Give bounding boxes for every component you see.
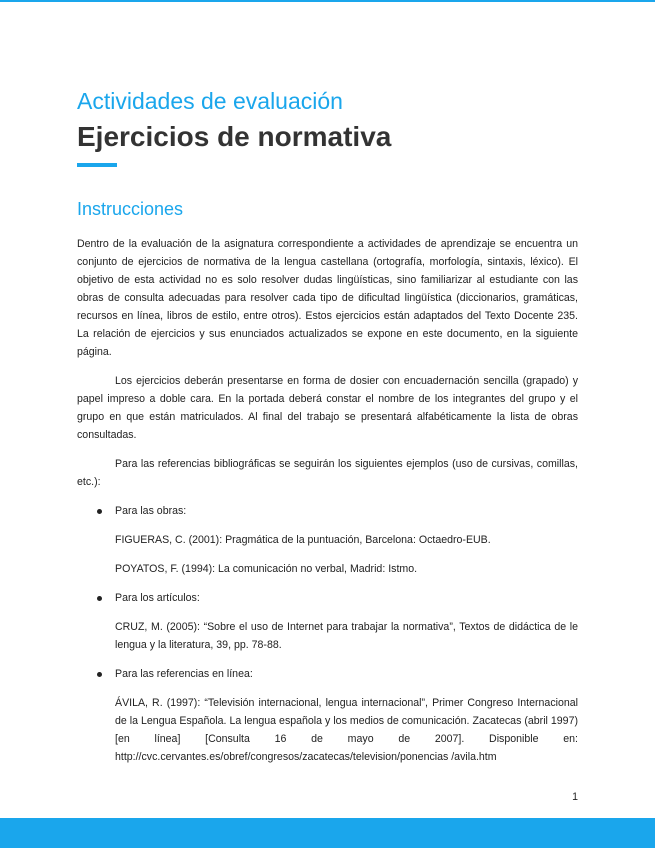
paragraph-format: Los ejercicios deberán presentarse en forma de dosier con encuadernación sencilla (grapado) y papel impreso a doble cara. En la portada deberá constar el nombre de los integrantes del grupo y el grupo en que están matriculados. Al final del trabajo se presentará alfabéticamente la lista de obras consultadas. [77,375,578,441]
document-title: Ejercicios de normativa [77,121,392,152]
page-number: 1 [572,791,578,803]
document-subtitle: Actividades de evaluación [77,88,343,114]
reference-list-articulos [77,589,578,607]
reference-list-en-linea [77,665,578,683]
list-item-articulos: Para los artículos: [77,589,578,607]
document-body [77,235,578,766]
paragraph-intro: Dentro de la evaluación de la asignatura correspondiente a actividades de aprendizaje se encuentra un conjunto de ejercicios de normativa de la lengua castellana (ortografía, morfología, sintaxis, léxico). El objetivo de esta actividad no es solo resolver dudas lingüísticas, sino familiarizar al estudiante con las obras de consulta adecuadas para resolver cada tipo de dificultad lingüística (diccionarios, gramáticas, recursos en línea, libros de estilo, entre otros). Estos ejercicios están adaptados del Texto Docente 235. La relación de ejercicios y sus enunciados actualizados se expone en este documento, en la siguiente página. [77,238,578,358]
title-underline [77,163,117,167]
section-heading-instrucciones: Instrucciones [77,199,184,219]
reference-entry: ÁVILA, R. (1997): “Televisión internacional, lengua internacional”, Primer Congreso Internacional de la Lengua Española. La lengua española y los medios de comunicación. Zacatecas (abril 1997) [en línea] [Consulta 16 de mayo de 2007]. Disponible en: http://cvc.cervantes.es/obref/congresos/zacatecas/television/ponencias /avila.htm [115,697,578,763]
reference-entry: CRUZ, M. (2005): “Sobre el uso de Internet para trabajar la normativa”, Textos de didáctica de le lengua y la literatura, 39, pp. 78-88. [115,621,578,651]
footer-band [0,818,655,848]
reference-entry: POYATOS, F. (1994): La comunicación no verbal, Madrid: Istmo. [115,563,418,575]
list-item-obras: Para las obras: [77,502,578,520]
reference-entry: FIGUERAS, C. (2001): Pragmática de la puntuación, Barcelona: Octaedro-EUB. [115,534,491,546]
reference-list [77,502,578,520]
top-accent-rule [0,0,655,2]
list-item-en-linea: Para las referencias en línea: [77,665,578,683]
paragraph-references: Para las referencias bibliográficas se seguirán los siguientes ejemplos (uso de cursivas, comillas, etc.): [77,458,578,488]
